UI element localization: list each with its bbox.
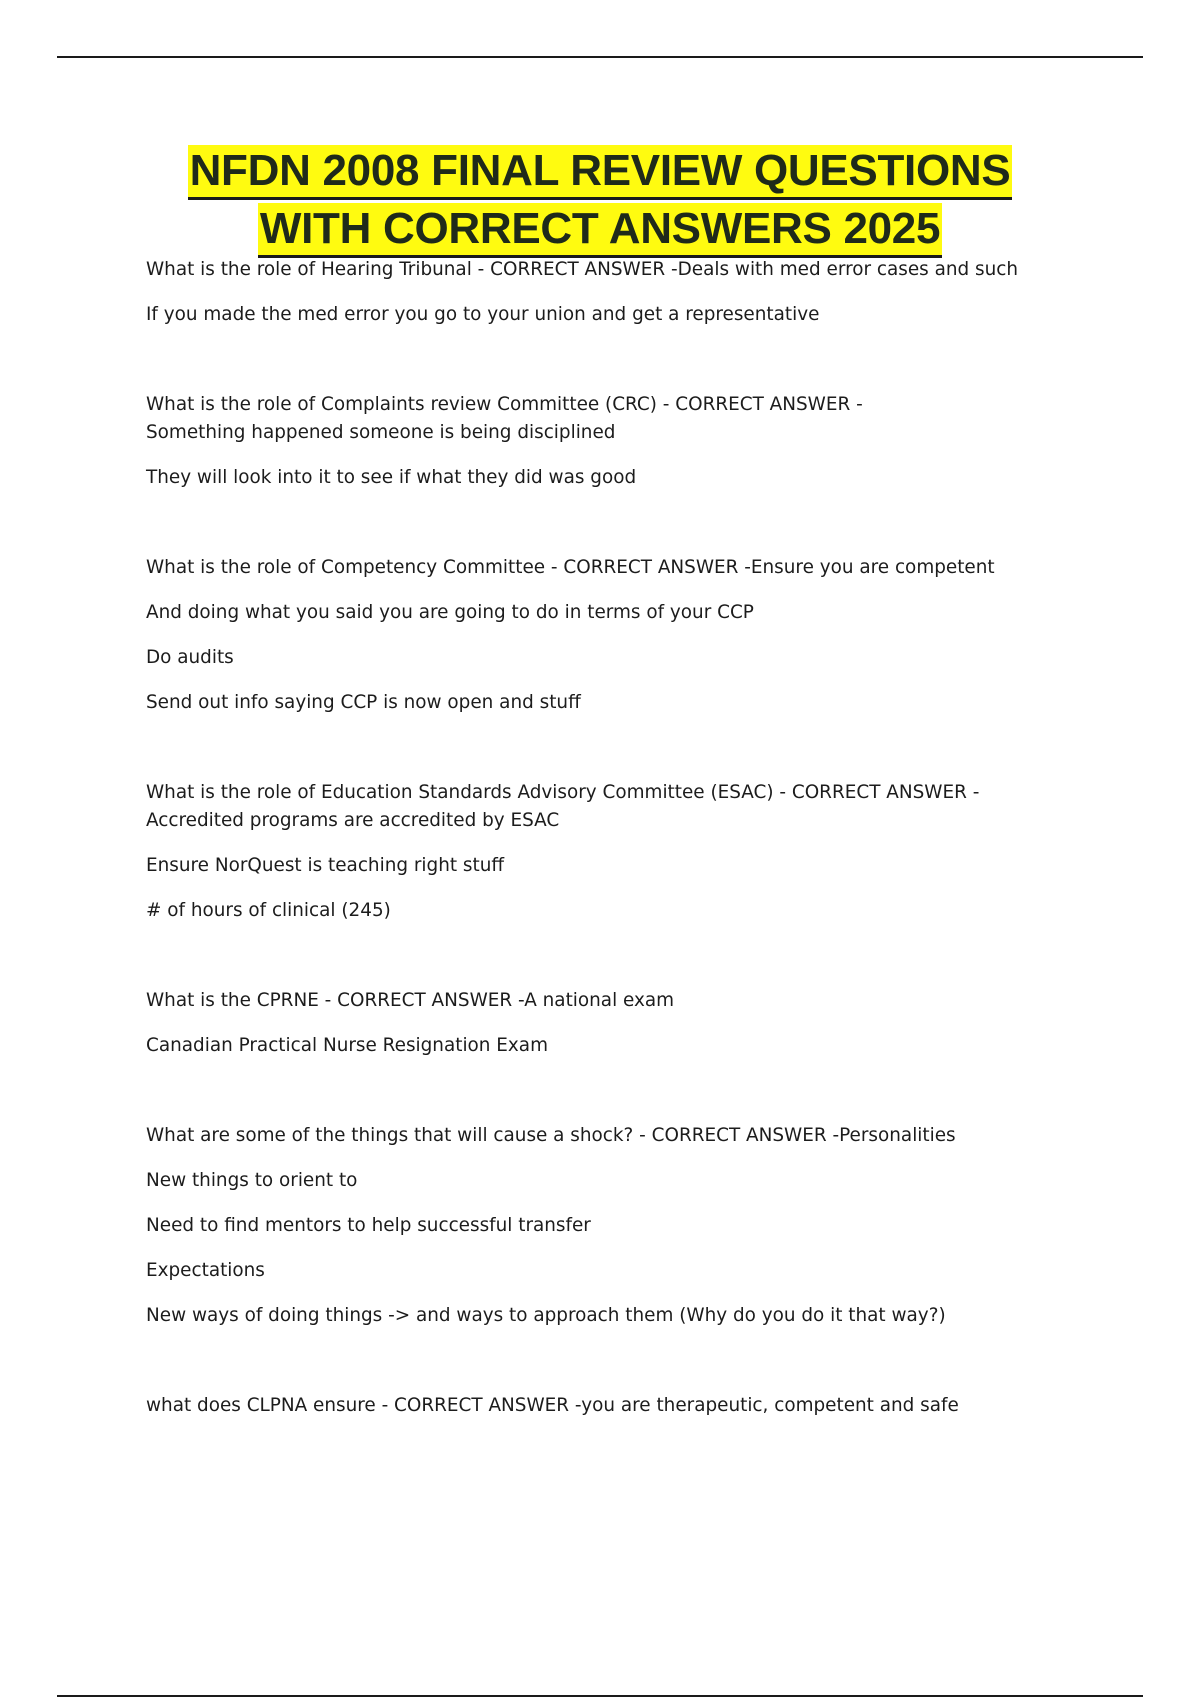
title-line-1: NFDN 2008 FINAL REVIEW QUESTIONS [188,145,1013,200]
answer-line: If you made the med error you go to your union and get a representative [146,304,820,325]
answer-line: Canadian Practical Nurse Resignation Exam [146,1035,548,1056]
question-line [146,779,1106,835]
top-rule [57,56,1143,58]
question-line: What is the role of Hearing Tribunal - CORRECT ANSWER -Deals with med error cases and such [146,259,1019,280]
question-line: what does CLPNA ensure - CORRECT ANSWER -you are therapeutic, competent and safe [146,1395,959,1416]
qa-list [146,256,1106,1437]
answer-line: Do audits [146,647,234,668]
question-line: What are some of the things that will cause a shock? - CORRECT ANSWER -Personalities [146,1125,956,1146]
answer-line: # of hours of clinical (245) [146,900,391,921]
answer-line: Expectations [146,1260,265,1281]
qa-item-cprne [146,987,1106,1060]
bottom-rule [57,1695,1143,1697]
answer-line: They will look into it to see if what they did was good [146,467,637,488]
qa-item-crc [146,391,1106,492]
question-line [146,391,1106,447]
question-text-part-1: What is the role of Complaints review Committee (CRC) - CORRECT ANSWER - Something happened someone is being disciplined [146,394,863,443]
answer-line: New ways of doing things -> and ways to approach them (Why do you do it that way?) [146,1305,946,1326]
question-line: What is the role of Competency Committee - CORRECT ANSWER -Ensure you are competent [146,557,995,578]
answer-line: New things to orient to [146,1170,358,1191]
qa-item-hearing-tribunal [146,256,1106,329]
question-text-part-1: What is the role of Education Standards Advisory Committee (ESAC) - CORRECT ANSWER - Accredited programs are accredited by ESAC [146,782,980,831]
document-title [57,145,1143,261]
qa-item-clpna [146,1392,1106,1420]
answer-line: Send out info saying CCP is now open and stuff [146,692,581,713]
answer-line: Need to find mentors to help successful transfer [146,1215,591,1236]
title-line-2: WITH CORRECT ANSWERS 2025 [258,203,942,258]
answer-line: Ensure NorQuest is teaching right stuff [146,855,505,876]
qa-item-competency-committee [146,554,1106,717]
qa-item-esac [146,779,1106,925]
question-line: What is the CPRNE - CORRECT ANSWER -A national exam [146,990,675,1011]
qa-item-shock [146,1122,1106,1330]
answer-line: And doing what you said you are going to do in terms of your CCP [146,602,754,623]
